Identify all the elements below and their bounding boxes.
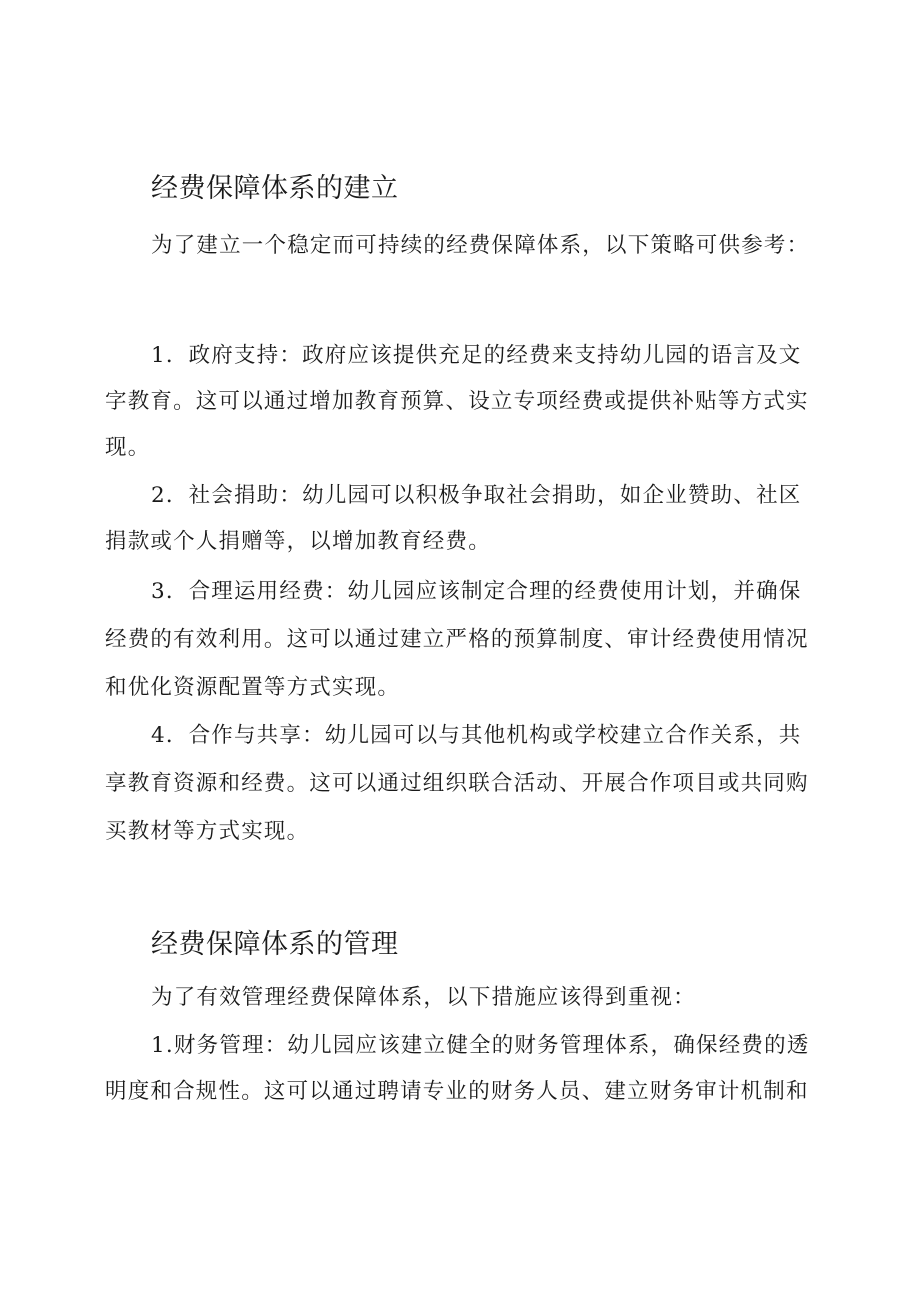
list-item-line: 现。 [105, 435, 151, 460]
section-intro-establishment: 为了建立一个稳定而可持续的经费保障体系，以下策略可供参考： [151, 233, 810, 258]
section-heading-management: 经费保障体系的管理 [151, 929, 399, 960]
list-item-line: 1．政府支持：政府应该提供充足的经费来支持幼儿园的语言及文 [151, 343, 802, 368]
list-item-line: 2．社会捐助：幼儿园可以积极争取社会捐助，如企业赞助、社区 [151, 483, 802, 508]
list-item-line: 捐款或个人捐赠等，以增加教育经费。 [105, 529, 491, 554]
list-item-line: 1.财务管理：幼儿园应该建立健全的财务管理体系，确保经费的透 [151, 1033, 810, 1058]
list-item-line: 4．合作与共享：幼儿园可以与其他机构或学校建立合作关系，共 [151, 723, 802, 748]
list-item-line: 经费的有效利用。这可以通过建立严格的预算制度、审计经费使用情况 [105, 627, 809, 652]
list-item-line: 3．合理运用经费：幼儿园应该制定合理的经费使用计划，并确保 [151, 579, 802, 604]
section-heading-establishment: 经费保障体系的建立 [151, 173, 399, 204]
list-item-line: 明度和合规性。这可以通过聘请专业的财务人员、建立财务审计机制和 [105, 1079, 809, 1104]
list-item-line: 享教育资源和经费。这可以通过组织联合活动、开展合作项目或共同购 [105, 771, 809, 796]
list-item-line: 字教育。这可以通过增加教育预算、设立专项经费或提供补贴等方式实 [105, 389, 809, 414]
list-item-line: 和优化资源配置等方式实现。 [105, 675, 401, 700]
list-item-line: 买教材等方式实现。 [105, 819, 310, 844]
section-intro-management: 为了有效管理经费保障体系，以下措施应该得到重视： [151, 985, 696, 1010]
